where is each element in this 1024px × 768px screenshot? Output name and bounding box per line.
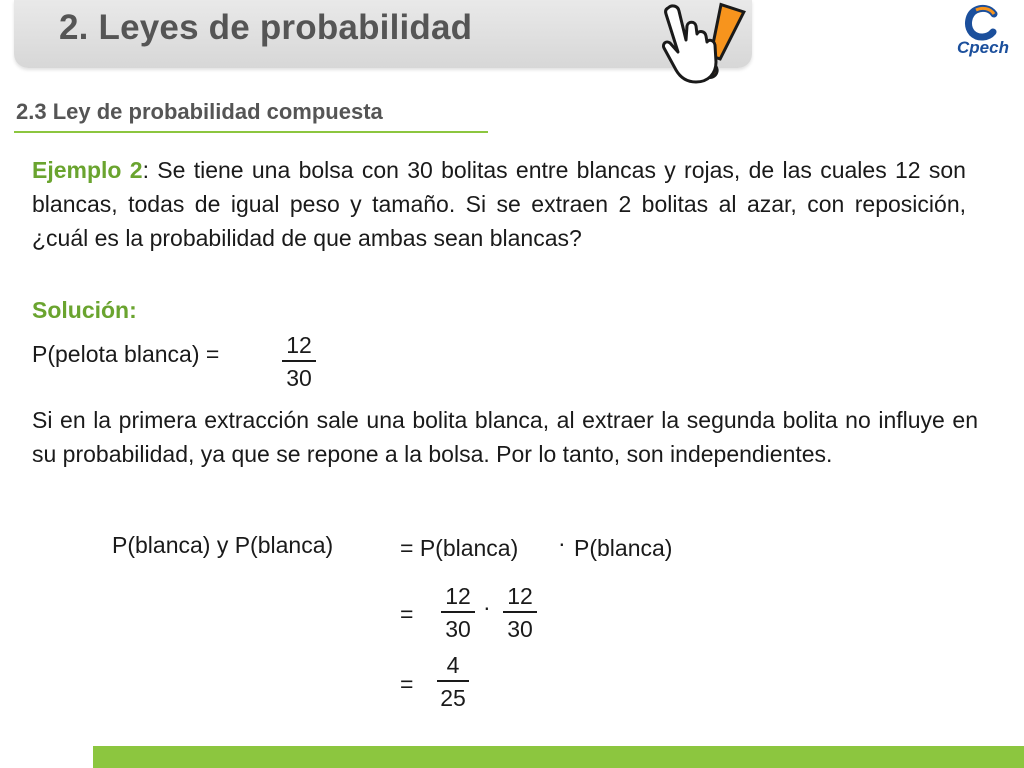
section-subtitle: 2.3 Ley de probabilidad compuesta <box>16 99 383 124</box>
explanation-paragraph: Si en la primera extracción sale una bolita blanca, al extraer la segunda bolita no influye en su probabilidad, ya que se repone a la bolsa. Por lo tanto, son independientes. <box>32 407 978 467</box>
fraction-denominator: 30 <box>286 365 312 391</box>
footer-bar <box>93 746 1024 768</box>
example-label: Ejemplo 2 <box>32 157 143 183</box>
logo-text: Cpech <box>957 38 1009 57</box>
calc-line1-b: P(blanca) <box>574 535 673 561</box>
fraction-numerator: 12 <box>507 583 533 609</box>
subtitle-divider <box>14 131 488 133</box>
example-paragraph <box>32 153 966 255</box>
calc-result-fraction <box>437 651 469 712</box>
fraction-numerator: 12 <box>445 583 471 609</box>
fraction-bar <box>503 611 537 613</box>
fraction-bar <box>437 680 469 682</box>
calc-fraction-2 <box>503 582 537 643</box>
cpech-logo <box>950 4 1016 62</box>
title-bar <box>14 0 752 68</box>
calc-eq3: = <box>400 671 414 697</box>
calc-fraction-1 <box>441 582 475 643</box>
page-title: 2. Leyes de probabilidad <box>59 8 473 47</box>
example-text: : Se tiene una bolsa con 30 bolitas entre blancas y rojas, de las cuales 12 son blancas, todas de igual peso y tamaño. Si se extraen 2 bolitas al azar, con reposición, ¿cuál es la probabilidad de que ambas sean blancas? <box>32 157 966 251</box>
p-white-ball-label: P(pelota blanca) = <box>32 341 220 367</box>
fraction-denominator: 30 <box>507 616 533 642</box>
fraction-denominator: 25 <box>440 685 466 711</box>
pointing-hand-icon <box>654 0 746 88</box>
calc-line1: = P(blanca) <box>400 535 519 561</box>
fraction-numerator: 4 <box>446 652 460 678</box>
p-white-ball-fraction <box>282 331 316 392</box>
calc-line1-dot: · <box>558 530 566 556</box>
fraction-denominator: 30 <box>445 616 471 642</box>
calc-multiply-dot: · <box>483 594 491 620</box>
fraction-numerator: 12 <box>286 332 312 358</box>
calc-eq2: = <box>400 601 414 627</box>
fraction-bar <box>282 360 316 362</box>
solution-label: Solución: <box>32 297 137 323</box>
calc-lhs: P(blanca) y P(blanca) <box>112 532 334 558</box>
fraction-bar <box>441 611 475 613</box>
